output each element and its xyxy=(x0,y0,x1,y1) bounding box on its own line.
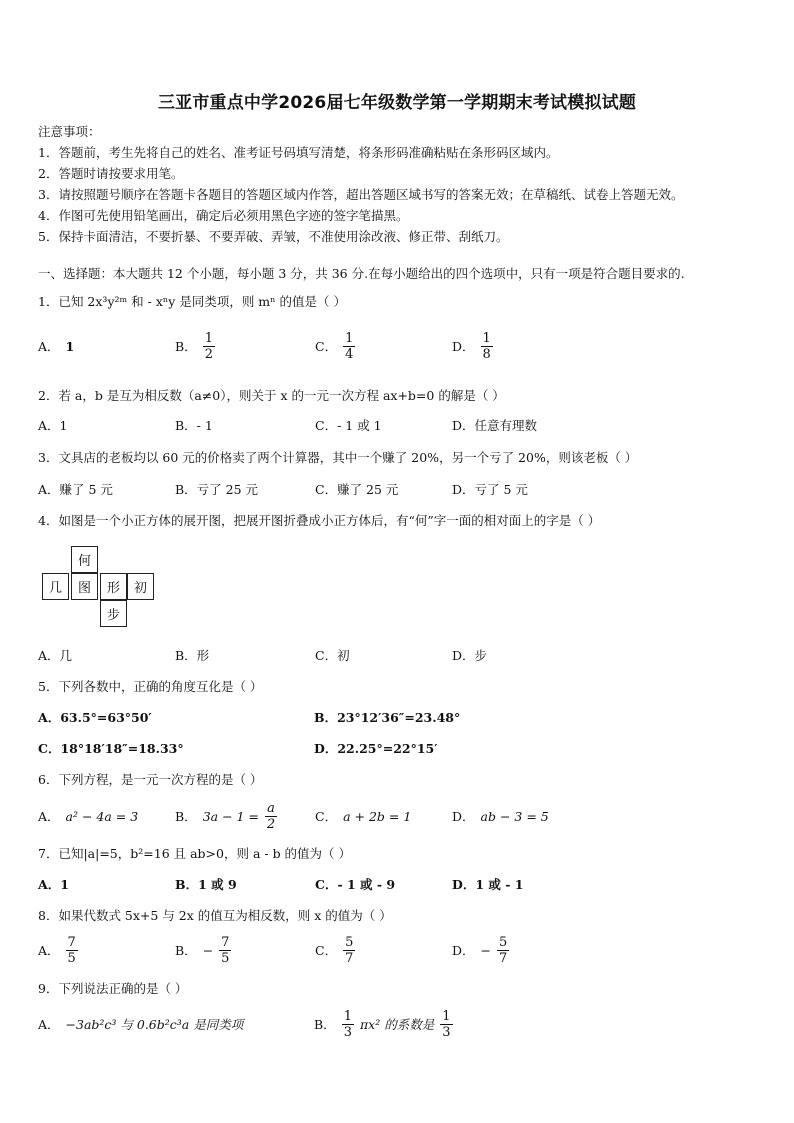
net-cell: 何 xyxy=(71,546,98,573)
option-d xyxy=(452,930,509,970)
option-d: D．22.25°=22°15′ xyxy=(314,741,438,756)
question-8-stem: 8．如果代数式 5x+5 与 2x 的值互为相反数，则 x 的值为（ ） xyxy=(38,908,392,923)
notes-item: 5．保持卡面清洁，不要折暴、不要弄破、弄皱，不准使用涂改液、修正带、刮纸刀。 xyxy=(38,229,509,244)
denominator: 2 xyxy=(266,816,276,832)
question-2-stem: 2．若 a，b 是互为相反数（a≠0），则关于 x 的一元一次方程 ax+b=0 的解是（ ） xyxy=(38,388,505,403)
question-6-stem: 6．下列方程，是一元一次方程的是（ ） xyxy=(38,772,263,787)
option-c: C．18°18′18″=18.33° xyxy=(38,741,184,756)
option-a xyxy=(38,930,78,970)
fraction xyxy=(203,331,215,362)
option-b xyxy=(314,1004,453,1044)
denominator: 5 xyxy=(221,950,230,966)
net-cell: 步 xyxy=(100,600,127,627)
numerator: 1 xyxy=(442,1008,451,1024)
numerator: 5 xyxy=(345,934,354,950)
net-cell: 初 xyxy=(127,573,154,600)
option-c xyxy=(315,796,411,836)
option-a xyxy=(38,1004,243,1044)
option-c: C．- 1 或 - 9 xyxy=(315,877,396,892)
fraction xyxy=(343,935,355,966)
denominator: 3 xyxy=(343,1024,352,1040)
option-c xyxy=(315,930,355,970)
fraction xyxy=(265,801,277,832)
question-1-options xyxy=(38,326,758,366)
denominator: 3 xyxy=(442,1024,451,1040)
notes-item: 2．答题时请按要求用笔。 xyxy=(38,166,184,181)
option-label: D． xyxy=(452,943,475,958)
fraction xyxy=(342,1009,354,1040)
question-6-options xyxy=(38,796,758,836)
option-c xyxy=(315,326,355,366)
fraction xyxy=(481,331,493,362)
question-8-options xyxy=(38,930,758,970)
option-c: C．- 1 或 1 xyxy=(315,418,382,433)
option-c: C．初 xyxy=(315,648,350,663)
option-a: A．1 xyxy=(38,418,68,433)
numerator: 5 xyxy=(499,934,508,950)
numerator: 1 xyxy=(482,330,491,346)
option-d: D．亏了 5 元 xyxy=(452,482,528,497)
net-cell: 图 xyxy=(71,573,98,600)
net-cell: 几 xyxy=(42,573,69,600)
fraction xyxy=(219,935,231,966)
math-expression: a + 2b = 1 xyxy=(343,808,412,824)
option-d xyxy=(452,796,549,836)
option-b: B．1 或 9 xyxy=(175,877,237,892)
option-label: A． xyxy=(38,809,60,824)
option-label: C． xyxy=(315,339,338,354)
option-d: D．1 或 - 1 xyxy=(452,877,524,892)
fraction xyxy=(440,1009,452,1040)
notes-item: 1．答题前，考生先将自己的姓名、准考证号码填写清楚，将条形码准确粘贴在条形码区域内。 xyxy=(38,145,559,160)
option-label: D． xyxy=(452,339,475,354)
page-title: 三亚市重点中学2026届七年级数学第一学期期末考试模拟试题 xyxy=(157,93,637,113)
option-label: B． xyxy=(314,1017,336,1032)
question-1-stem: 1．已知 2x³y²ᵐ 和 - xⁿy 是同类项，则 mⁿ 的值是（ ） xyxy=(38,294,346,309)
minus-sign: − xyxy=(480,942,492,958)
math-expression: −3ab²c³ 与 0.6b²c³a 是同类项 xyxy=(65,1017,244,1032)
fraction xyxy=(497,935,509,966)
option-b: B．形 xyxy=(175,648,210,663)
math-expression: ab − 3 = 5 xyxy=(480,808,549,824)
math-expression: 3a − 1 = xyxy=(202,808,259,824)
option-label: C． xyxy=(315,943,338,958)
numerator: 7 xyxy=(67,934,76,950)
option-b xyxy=(175,796,277,836)
option-b: B．亏了 25 元 xyxy=(175,482,259,497)
option-a: A．1 xyxy=(38,877,69,892)
denominator: 4 xyxy=(345,346,354,362)
option-b: B．- 1 xyxy=(175,418,213,433)
numerator: 1 xyxy=(345,330,354,346)
denominator: 7 xyxy=(345,950,354,966)
option-d: D．步 xyxy=(452,648,488,663)
question-7-stem: 7．已知|a|=5，b²=16 且 ab>0，则 a - b 的值为（ ） xyxy=(38,846,352,861)
denominator: 8 xyxy=(482,346,491,362)
question-3-stem: 3．文具店的老板均以 60 元的价格卖了两个计算器，其中一个赚了 20%，另一个亏了 20%，则该老板（ ） xyxy=(38,450,638,465)
numerator: 7 xyxy=(221,934,230,950)
option-d: D．任意有理数 xyxy=(452,418,538,433)
math-expression: a² − 4a = 3 xyxy=(65,808,139,824)
option-label: C． xyxy=(315,809,338,824)
notes-block xyxy=(38,121,683,247)
option-value: 1 xyxy=(65,338,75,354)
option-d xyxy=(452,326,493,366)
question-5-stem: 5．下列各数中，正确的角度互化是（ ） xyxy=(38,679,263,694)
option-a: A．几 xyxy=(38,648,73,663)
option-label: A． xyxy=(38,943,60,958)
option-label: D． xyxy=(452,809,475,824)
fraction xyxy=(343,331,355,362)
notes-item: 4．作图可先使用铅笔画出，确定后必须用黑色字迹的签字笔描黑。 xyxy=(38,208,409,223)
numerator: 1 xyxy=(343,1008,352,1024)
option-label: B． xyxy=(175,809,197,824)
section-heading: 一、选择题：本大题共 12 个小题，每小题 3 分，共 36 分.在每小题给出的四个选项中，只有一项是符合题目要求的. xyxy=(38,266,685,281)
option-a: A．赚了 5 元 xyxy=(38,482,113,497)
math-expression: πx² 的系数是 xyxy=(359,1017,435,1032)
notes-heading: 注意事项： xyxy=(38,124,101,139)
question-9-options xyxy=(38,1004,758,1044)
option-b: B．23°12′36″=23.48° xyxy=(314,710,461,725)
option-label: A． xyxy=(38,339,60,354)
option-label: B． xyxy=(175,339,197,354)
option-b xyxy=(175,930,231,970)
option-a xyxy=(38,326,74,366)
net-cell: 形 xyxy=(100,573,127,600)
minus-sign: − xyxy=(202,942,214,958)
denominator: 2 xyxy=(204,346,213,362)
option-c: C．赚了 25 元 xyxy=(315,482,399,497)
option-a: A．63.5°=63°50′ xyxy=(38,710,152,725)
fraction xyxy=(66,935,78,966)
denominator: 7 xyxy=(499,950,508,966)
option-label: B． xyxy=(175,943,197,958)
denominator: 5 xyxy=(67,950,76,966)
numerator: 1 xyxy=(204,330,213,346)
numerator: a xyxy=(267,800,275,816)
notes-item: 3．请按照题号顺序在答题卡各题目的答题区域内作答，超出答题区域书写的答案无效；在草稿纸、试卷上答题无效。 xyxy=(38,187,684,202)
question-4-stem: 4．如图是一个小正方体的展开图，把展开图折叠成小正方体后，有“何”字一面的相对面上的字是（ ） xyxy=(38,513,601,528)
option-b xyxy=(175,326,215,366)
question-9-stem: 9．下列说法正确的是（ ） xyxy=(38,981,188,996)
option-label: A． xyxy=(38,1017,60,1032)
option-a xyxy=(38,796,138,836)
